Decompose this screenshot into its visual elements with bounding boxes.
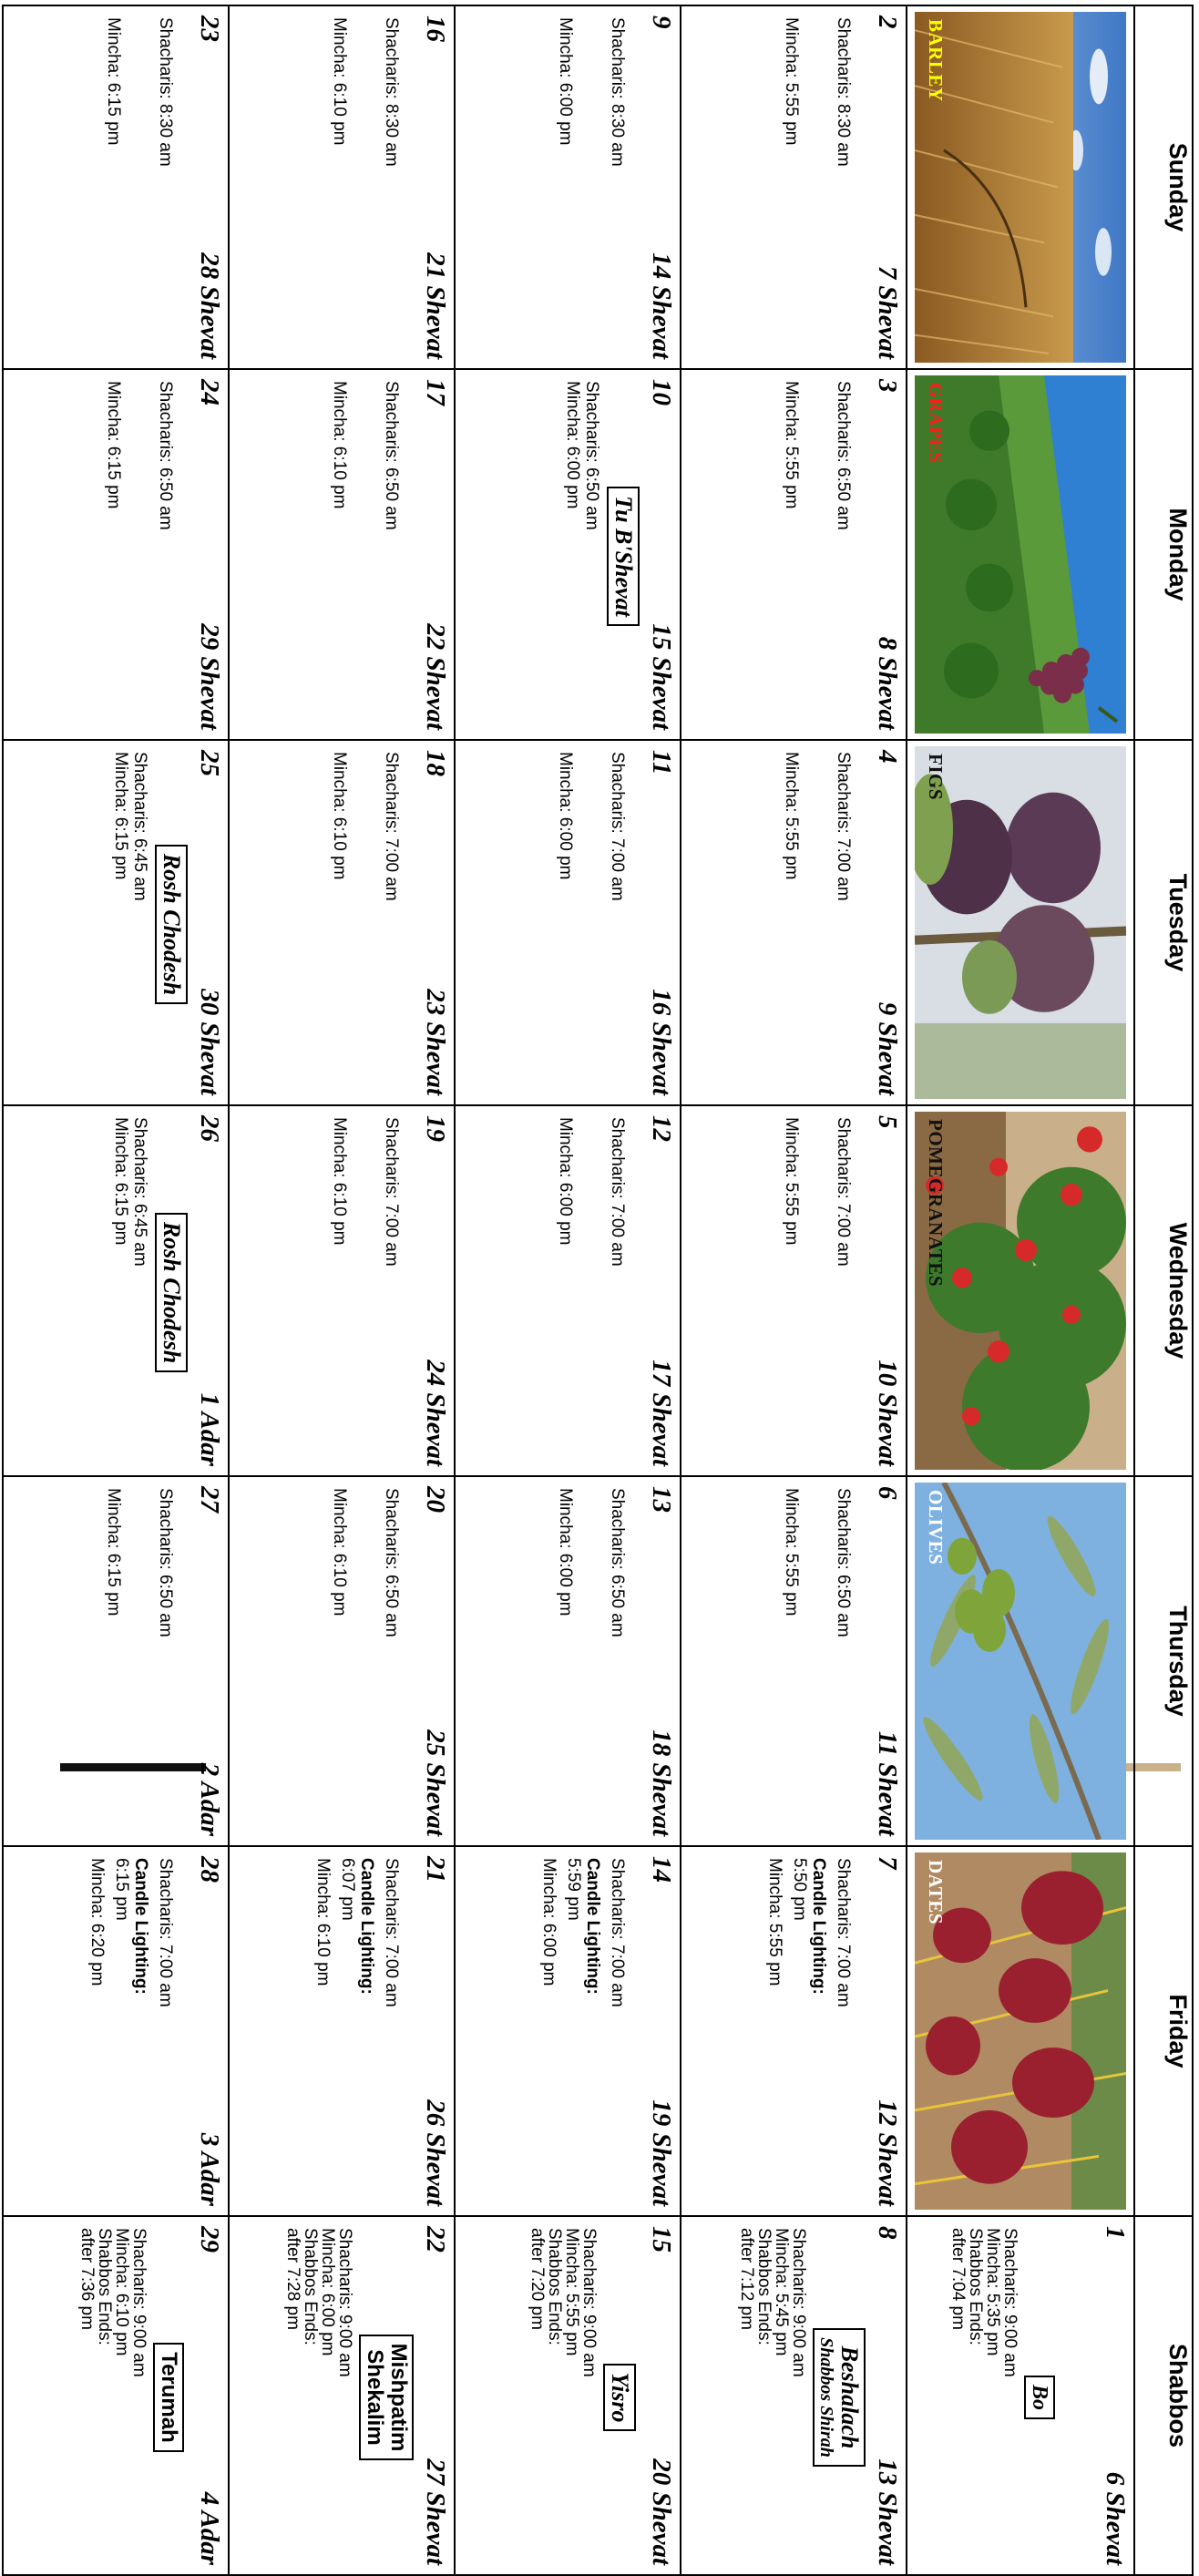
candle-lighting-time: 5:59 pm [564, 1858, 583, 1921]
hebrew-date: 22 Shevat [421, 623, 450, 730]
shacharis-time: Shacharis: 8:30 am [608, 17, 627, 167]
day-number: 17 [421, 379, 450, 405]
event-box: Tu B'Shevat [607, 487, 640, 626]
weekday-header-row [1134, 5, 1193, 2575]
day-number: 8 [873, 2226, 902, 2240]
hebrew-date: 8 Shevat [873, 636, 902, 730]
shacharis-time: Shacharis: 6:50 am [156, 381, 175, 530]
hebrew-date: 13 Shevat [873, 2458, 902, 2565]
species-cell-dates [907, 1846, 1134, 2216]
week-row-species [907, 5, 1134, 2575]
grapes-image [915, 375, 1126, 734]
day-cell-9 [455, 5, 681, 369]
parsha-subtitle: Shekalim [363, 2349, 387, 2446]
day-number: 5 [873, 1115, 902, 1129]
day-number: 7 [873, 1856, 902, 1870]
hebrew-date: 20 Shevat [647, 2458, 676, 2565]
hebrew-date: 28 Shevat [195, 252, 224, 359]
shabbos-ends-time: after 7:36 pm [77, 2228, 97, 2330]
day-number: 21 [421, 1856, 450, 1883]
hebrew-date: 27 Shevat [421, 2458, 450, 2565]
mincha-time: Mincha: 6:00 pm [556, 1488, 575, 1616]
day-number: 19 [421, 1115, 450, 1142]
day-number: 9 [647, 15, 676, 29]
shacharis-time: Shacharis: 7:00 am [382, 1117, 401, 1267]
event-box: Rosh Chodesh [155, 1213, 188, 1372]
parsha-subtitle: Shabbos Shirah [816, 2337, 836, 2458]
shacharis-time: Shacharis: 6:50 am [608, 1488, 627, 1637]
day-number: 2 [873, 15, 902, 29]
candle-lighting-label: Candle Lighting: [357, 1858, 376, 1995]
species-cell-grapes [907, 369, 1134, 740]
mincha-time: Mincha: 5:55 pm [782, 17, 801, 146]
barley-image [915, 12, 1126, 363]
week-row-2 [455, 5, 681, 2575]
shacharis-time: Shacharis: 6:50 am [834, 381, 853, 530]
mincha-time: Mincha: 5:55 pm [782, 381, 801, 509]
day-cell-10 [455, 369, 681, 740]
mincha-time: Mincha: 6:15 pm [104, 1488, 123, 1616]
mincha-time: Mincha: 5:55 pm [782, 1117, 801, 1246]
shacharis-time: Shacharis: 6:45 am [130, 752, 149, 901]
species-label: DATES [925, 1860, 947, 1924]
day-number: 28 [195, 1856, 224, 1883]
day-cell-7 [681, 1846, 907, 2216]
day-cell-14 [455, 1846, 681, 2216]
mincha-time: Mincha: 6:10 pm [330, 381, 349, 509]
day-cell-19 [229, 1105, 455, 1476]
hebrew-date: 26 Shevat [421, 2099, 450, 2206]
day-number: 6 [873, 1486, 902, 1500]
shabbos-ends-time: after 7:28 pm [283, 2228, 302, 2330]
hebrew-date: 23 Shevat [421, 989, 450, 1095]
mincha-time: Mincha: 6:00 pm [563, 381, 582, 509]
species-cell-olives [907, 1476, 1134, 1846]
shacharis-time: Shacharis: 7:00 am [608, 1858, 627, 2007]
calendar-grid [2, 5, 1194, 2576]
mincha-time: Mincha: 6:00 pm [318, 2228, 337, 2356]
shacharis-time: Shacharis: 6:45 am [130, 1117, 149, 1267]
shacharis-time: Shacharis: 8:30 am [382, 17, 401, 167]
shacharis-time: Shacharis: 6:50 am [156, 1488, 175, 1637]
parsha-name: Mishpatim [386, 2343, 411, 2452]
day-cell-15 [455, 2216, 681, 2575]
mincha-time: Mincha: 6:15 pm [104, 381, 123, 509]
day-cell-1 [907, 2216, 1134, 2575]
olives-image [915, 1483, 1126, 1840]
shacharis-time: Shacharis: 7:00 am [156, 1858, 175, 2007]
candle-lighting-label: Candle Lighting: [583, 1858, 602, 1995]
hebrew-date: 19 Shevat [647, 2099, 676, 2206]
mincha-time: Mincha: 6:10 pm [330, 17, 349, 146]
shacharis-time: Shacharis: 9:00 am [335, 2228, 354, 2377]
day-number: 10 [647, 379, 676, 405]
figs-image [915, 746, 1126, 1099]
shabbos-ends-label: Shabbos Ends: [754, 2228, 774, 2345]
shabbos-ends-time: after 7:12 pm [737, 2228, 756, 2330]
day-cell-11 [455, 740, 681, 1105]
day-cell-28 [3, 1846, 229, 2216]
shacharis-time: Shacharis: 8:30 am [156, 17, 175, 167]
candle-lighting-time: 6:15 pm [112, 1858, 131, 1921]
day-cell-13 [455, 1476, 681, 1846]
day-number: 23 [195, 15, 224, 42]
week-row-1 [681, 5, 907, 2575]
candle-lighting-time: 6:07 pm [338, 1858, 357, 1921]
day-number: 4 [873, 750, 902, 764]
hebrew-date: 14 Shevat [647, 252, 676, 359]
mincha-time: Mincha: 5:45 pm [772, 2228, 791, 2356]
weekday-thursday: Thursday [1134, 1476, 1193, 1846]
shacharis-time: Shacharis: 6:50 am [834, 1488, 853, 1637]
hebrew-date: 29 Shevat [195, 623, 224, 730]
shacharis-time: Shacharis: 9:00 am [1000, 2228, 1020, 2377]
day-number: 15 [647, 2226, 676, 2253]
day-cell-2 [681, 5, 907, 369]
day-number: 11 [647, 750, 676, 775]
mincha-time: Mincha: 6:20 pm [87, 1858, 107, 1986]
shabbos-ends-time: after 7:04 pm [948, 2228, 968, 2330]
day-number: 3 [873, 379, 902, 393]
mincha-time: Mincha: 5:55 pm [782, 1488, 801, 1616]
hebrew-date: 17 Shevat [647, 1360, 676, 1466]
day-number: 22 [421, 2226, 450, 2253]
day-cell-17 [229, 369, 455, 740]
mincha-time: Mincha: 5:55 pm [782, 752, 801, 880]
mincha-time: Mincha: 6:10 pm [330, 752, 349, 880]
mincha-time: Mincha: 6:00 pm [556, 752, 575, 880]
hebrew-date: 21 Shevat [421, 252, 450, 359]
shacharis-time: Shacharis: 9:00 am [129, 2228, 149, 2377]
mincha-time: Mincha: 6:10 pm [330, 1488, 349, 1616]
mincha-time: Mincha: 6:15 pm [111, 1117, 130, 1246]
day-number: 20 [421, 1486, 450, 1513]
day-cell-25 [3, 740, 229, 1105]
day-cell-3 [681, 369, 907, 740]
weekday-monday: Monday [1134, 369, 1193, 740]
hebrew-date: 2 Adar [195, 1762, 224, 1836]
species-label: OLIVES [925, 1490, 947, 1565]
day-cell-22 [229, 2216, 455, 2575]
shabbos-ends-label: Shabbos Ends: [545, 2228, 564, 2345]
shacharis-time: Shacharis: 6:50 am [382, 381, 401, 530]
day-cell-23 [3, 5, 229, 369]
day-cell-20 [229, 1476, 455, 1846]
day-cell-18 [229, 740, 455, 1105]
day-number: 16 [421, 15, 450, 42]
mincha-time: Mincha: 5:55 pm [562, 2228, 581, 2356]
day-number: 25 [195, 750, 224, 776]
mincha-time: Mincha: 6:10 pm [112, 2228, 131, 2356]
parsha-box [359, 2335, 414, 2461]
week-row-3 [229, 5, 455, 2575]
species-label: GRAPES [925, 383, 947, 464]
event-box: Rosh Chodesh [155, 845, 188, 1004]
species-label: BARLEY [925, 19, 947, 102]
species-cell-pomegranates [907, 1105, 1134, 1476]
day-cell-4 [681, 740, 907, 1105]
day-cell-6 [681, 1476, 907, 1846]
weekday-tuesday: Tuesday [1134, 740, 1193, 1105]
day-number: 12 [647, 1115, 676, 1142]
candle-lighting-label: Candle Lighting: [131, 1858, 150, 1995]
hebrew-date: 7 Shevat [873, 265, 902, 359]
day-cell-8 [681, 2216, 907, 2575]
day-cell-5 [681, 1105, 907, 1476]
day-cell-24 [3, 369, 229, 740]
shacharis-time: Shacharis: 7:00 am [608, 1117, 627, 1267]
species-label: POMEGRANATES [925, 1119, 947, 1288]
shacharis-time: Shacharis: 7:00 am [608, 752, 627, 901]
parsha-name: Beshalach [836, 2345, 863, 2449]
day-cell-27 [3, 1476, 229, 1846]
hebrew-date: 25 Shevat [421, 1729, 450, 1836]
shabbos-ends-label: Shabbos Ends: [966, 2228, 985, 2345]
day-number: 18 [421, 750, 450, 776]
parsha-box: Yisro [603, 2364, 636, 2432]
shacharis-time: Shacharis: 7:00 am [834, 1858, 853, 2007]
weekday-friday: Friday [1134, 1846, 1193, 2216]
shacharis-time: Shacharis: 8:30 am [834, 17, 853, 167]
day-cell-12 [455, 1105, 681, 1476]
shacharis-time: Shacharis: 7:00 am [382, 1858, 401, 2007]
mincha-time: Mincha: 5:35 pm [983, 2228, 1002, 2356]
mincha-time: Mincha: 5:55 pm [765, 1858, 784, 1986]
hebrew-date: 10 Shevat [873, 1360, 902, 1466]
hebrew-date: 6 Shevat [1101, 2471, 1130, 2565]
shacharis-time: Shacharis: 6:50 am [582, 381, 601, 530]
species-cell-barley [907, 5, 1134, 369]
day-number: 1 [1101, 2226, 1130, 2240]
hebrew-date: 18 Shevat [647, 1729, 676, 1836]
hebrew-date: 9 Shevat [873, 1001, 902, 1095]
day-number: 14 [647, 1856, 676, 1883]
shacharis-time: Shacharis: 9:00 am [579, 2228, 599, 2377]
day-cell-21 [229, 1846, 455, 2216]
week-row-4 [3, 5, 229, 2575]
parsha-box: Terumah [153, 2343, 184, 2452]
weekday-sunday: Sunday [1134, 5, 1193, 369]
day-number: 26 [195, 1115, 224, 1142]
hebrew-date: 11 Shevat [873, 1730, 902, 1836]
hebrew-date: 30 Shevat [195, 989, 224, 1095]
shacharis-time: Shacharis: 7:00 am [834, 752, 853, 901]
mincha-time: Mincha: 6:00 pm [539, 1858, 559, 1986]
day-number: 13 [647, 1486, 676, 1513]
parsha-box [813, 2328, 866, 2467]
mincha-time: Mincha: 6:15 pm [111, 752, 130, 880]
mincha-time: Mincha: 6:10 pm [313, 1858, 333, 1986]
hebrew-date: 24 Shevat [421, 1360, 450, 1466]
mincha-time: Mincha: 6:00 pm [556, 1117, 575, 1246]
day-cell-29 [3, 2216, 229, 2575]
hebrew-date: 12 Shevat [873, 2099, 902, 2206]
day-number: 29 [195, 2226, 224, 2253]
shabbos-ends-time: after 7:20 pm [528, 2228, 547, 2330]
candle-lighting-time: 5:50 pm [790, 1858, 809, 1921]
hebrew-date: 1 Adar [195, 1392, 224, 1466]
day-cell-16 [229, 5, 455, 369]
hebrew-date: 16 Shevat [647, 989, 676, 1095]
day-number: 24 [195, 379, 224, 405]
hebrew-date: 3 Adar [195, 2132, 224, 2206]
pomegranates-image [915, 1112, 1126, 1470]
species-label: FIGS [925, 754, 947, 801]
day-number: 27 [195, 1486, 224, 1513]
day-cell-26 [3, 1105, 229, 1476]
mincha-time: Mincha: 6:15 pm [104, 17, 123, 146]
parsha-box: Bo [1024, 2376, 1055, 2419]
shacharis-time: Shacharis: 7:00 am [834, 1117, 853, 1267]
mincha-time: Mincha: 6:00 pm [556, 17, 575, 146]
shacharis-time: Shacharis: 6:50 am [382, 1488, 401, 1637]
shabbos-ends-label: Shabbos Ends: [301, 2228, 320, 2345]
species-cell-figs [907, 740, 1134, 1105]
shacharis-time: Shacharis: 9:00 am [789, 2228, 808, 2377]
dates-image [915, 1852, 1126, 2210]
weekday-shabbos: Shabbos [1134, 2216, 1193, 2575]
weekday-wednesday: Wednesday [1134, 1105, 1193, 1476]
shacharis-time: Shacharis: 7:00 am [382, 752, 401, 901]
mincha-time: Mincha: 6:10 pm [330, 1117, 349, 1246]
hebrew-date: 4 Adar [195, 2491, 224, 2565]
candle-lighting-label: Candle Lighting: [809, 1858, 828, 1995]
hebrew-date: 15 Shevat [647, 623, 676, 730]
shabbos-ends-label: Shabbos Ends: [95, 2228, 114, 2345]
